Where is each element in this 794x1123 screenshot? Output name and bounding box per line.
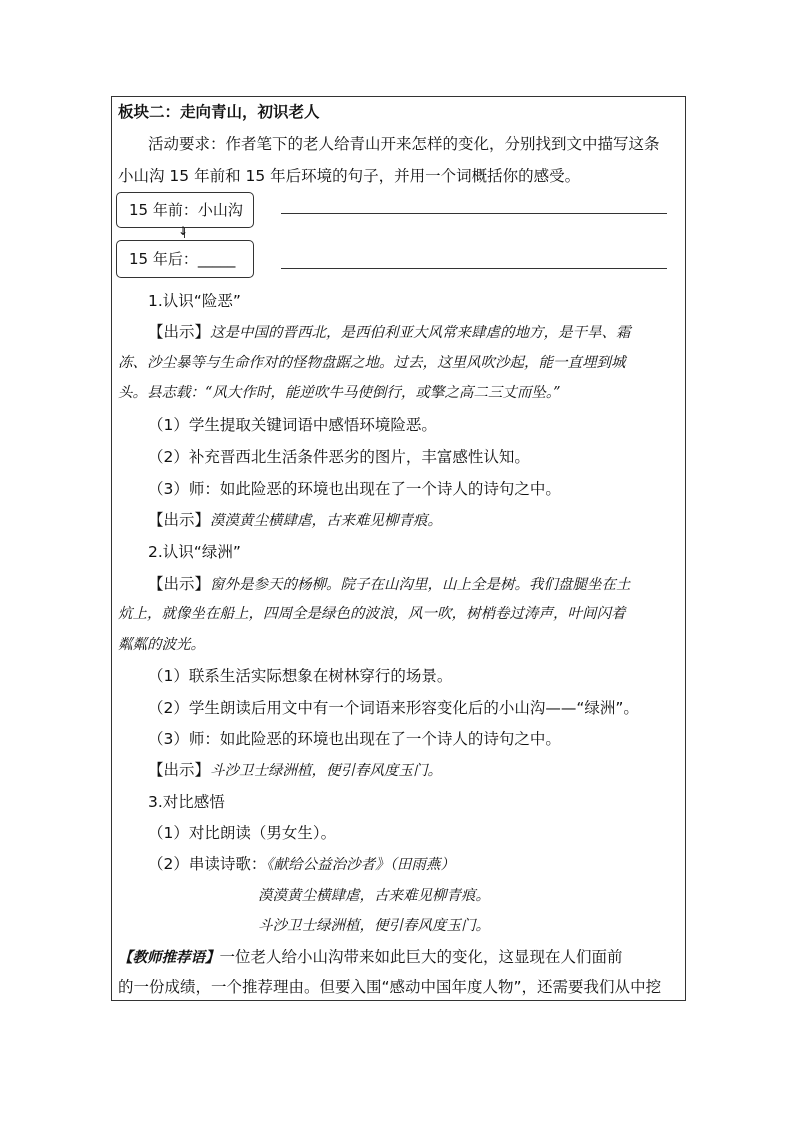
part2-show-text-1: 窗外是参天的杨柳。院子在山沟里，山上全是树。我们盘腿坐在土 bbox=[210, 577, 631, 593]
part2-show-label: 【出示】 bbox=[148, 575, 211, 593]
part2-step-1: （1）联系生活实际想象在树林穿行的场景。 bbox=[148, 667, 453, 685]
part1-step-3: （3）师：如此险恶的环境也出现在了一个诗人的诗句之中。 bbox=[148, 480, 561, 498]
part2-poem-text: 斗沙卫士绿洲植，便引春风度玉门。 bbox=[210, 763, 443, 779]
part3-step-2 bbox=[148, 854, 455, 875]
requirement-line-2: 小山沟 15 年前和 15 年后环境的句子，并用一个词概括你的感受。 bbox=[118, 167, 581, 185]
requirement-line-1: 活动要求：作者笔下的老人给青山开来怎样的变化，分别找到文中描写这条 bbox=[148, 135, 660, 153]
part1-poem bbox=[148, 510, 442, 531]
section-title: 板块二：走向青山，初识老人 bbox=[118, 103, 320, 121]
part3-step-2-prefix: （2）串读诗歌： bbox=[148, 855, 267, 873]
recommend-line-2: 的一份成绩，一个推荐理由。但要入围“感动中国年度人物”，还需要我们从中挖 bbox=[118, 978, 662, 996]
box-after-label: 15 年后：_____ bbox=[129, 250, 236, 268]
part2-poem bbox=[148, 760, 442, 781]
part1-poem-text: 漠漠黄尘横肆虐，古来难见柳青痕。 bbox=[210, 513, 443, 529]
box-before bbox=[116, 192, 254, 228]
part1-step-2: （2）补充晋西北生活条件恶劣的图片，丰富感性认知。 bbox=[148, 448, 530, 466]
part3-step-1: （1）对比朗读（男女生）。 bbox=[148, 824, 337, 842]
part1-show-line-1 bbox=[118, 322, 631, 343]
recommend-text-1: 一位老人给小山沟带来如此巨大的变化，这显现在人们面前 bbox=[219, 948, 623, 966]
part1-show-label: 【出示】 bbox=[148, 323, 211, 341]
part2-heading: 2.认识“绿洲” bbox=[148, 543, 241, 561]
part3-heading: 3.对比感悟 bbox=[148, 793, 225, 811]
recommend-line-1 bbox=[118, 947, 623, 968]
recommend-label: 【教师推荐语】 bbox=[118, 949, 220, 966]
part2-step-2: （2）学生朗读后用文中有一个词语来形容变化后的小山沟——“绿洲”。 bbox=[148, 699, 639, 717]
part2-show-line-3: 粼粼的波光。 bbox=[118, 637, 205, 653]
part1-poem-label: 【出示】 bbox=[148, 511, 211, 529]
part1-show-line-2: 冻、沙尘暴等与生命作对的怪物盘踞之地。过去，这里风吹沙起，能一直埋到城 bbox=[118, 355, 626, 371]
answer-line-before bbox=[281, 213, 667, 214]
part2-poem-label: 【出示】 bbox=[148, 761, 211, 779]
part2-show-line-2: 炕上，就像坐在船上，四周全是绿色的波浪，风一吹，树梢卷过涛声，叶间闪着 bbox=[118, 606, 626, 622]
answer-line-after bbox=[281, 268, 667, 269]
part3-step-2-title: 《献给公益治沙者》（田雨燕） bbox=[266, 857, 455, 873]
part2-show-line-1 bbox=[148, 574, 631, 595]
part1-step-1: （1）学生提取关键词语中感悟环境险恶。 bbox=[148, 416, 437, 434]
part3-poem-line-1: 漠漠黄尘横肆虐，古来难见柳青痕。 bbox=[258, 888, 490, 904]
part3-poem-line-2: 斗沙卫士绿洲植，便引春风度玉门。 bbox=[258, 918, 490, 934]
box-before-label: 15 年前：小山沟 bbox=[129, 201, 243, 219]
part1-show-line-3: 头。县志载：“风大作时，能逆吹牛马使倒行，或擎之高二三丈而坠。” bbox=[118, 385, 561, 401]
part1-heading: 1.认识“险恶” bbox=[148, 292, 241, 310]
part2-step-3: （3）师：如此险恶的环境也出现在了一个诗人的诗句之中。 bbox=[148, 730, 561, 748]
arrow-down-icon: ↓ bbox=[178, 224, 189, 238]
box-after bbox=[116, 240, 254, 278]
part1-show-text-1: 这是中国的晋西北，是西伯利亚大风常来肆虐的地方，是干旱、霜 bbox=[210, 325, 631, 341]
